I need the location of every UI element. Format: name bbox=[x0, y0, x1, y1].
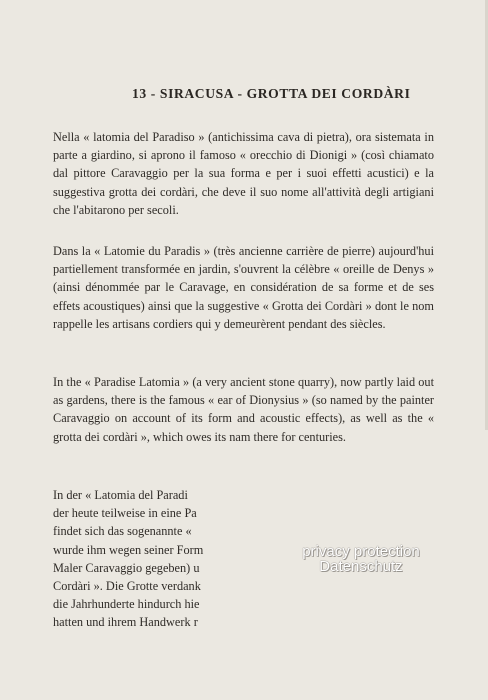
watermark-line-1: privacy protection bbox=[302, 543, 420, 560]
watermark bbox=[286, 544, 436, 574]
watermark-line-2: Datenschutz bbox=[319, 558, 403, 575]
paragraph-french: Dans la « Latomie du Paradis » (très ancienne carrière de pierre) aujourd'hui partiellement transformée en jardin, s'ouvrent la célèbre « oreille de Denys » (ainsi dénommée par le Caravage, en considération de sa forme et de ses effets acoustiques) ainsi que la suggestive « Grotta dei Cordàri » dont le nom rappelle les artisans cordiers qui y demeurèrent pendant des siècles. bbox=[53, 244, 434, 331]
paragraph-german: In der « Latomia del Paradi der heute teilweise in eine Pa findet sich das sogenannte « wurde ihm wegen seiner Form Maler Caravaggio gegeben) u Cordàri ». Die Grotte verdank die Jahrhunderte hindurch hie hatten und ihrem Handwerk r bbox=[53, 488, 204, 630]
paragraph-italian: Nella « latomia del Paradiso » (antichissima cava di pietra), ora sistemata in parte a giardino, si aprono il famoso « orecchio di Dionigi » (così chiamato dal pittore Caravaggio per la sua forma e per i suoi effetti acustici) e la suggestiva grotta dei cordàri, che deve il suo nome all'attività degli artigiani che l'abitarono per secoli. bbox=[53, 130, 434, 217]
page-title: 13 - SIRACUSA - GROTTA DEI CORDÀRI bbox=[132, 86, 411, 101]
paragraph-english: In the « Paradise Latomia » (a very ancient stone quarry), now partly laid out as gardens, there is the famous « ear of Dionysius » (so named by the painter Caravaggio on account of its form and acoustic effects), as well as the « grotta dei cordàri », which owes its nam there for centuries. bbox=[53, 375, 434, 444]
